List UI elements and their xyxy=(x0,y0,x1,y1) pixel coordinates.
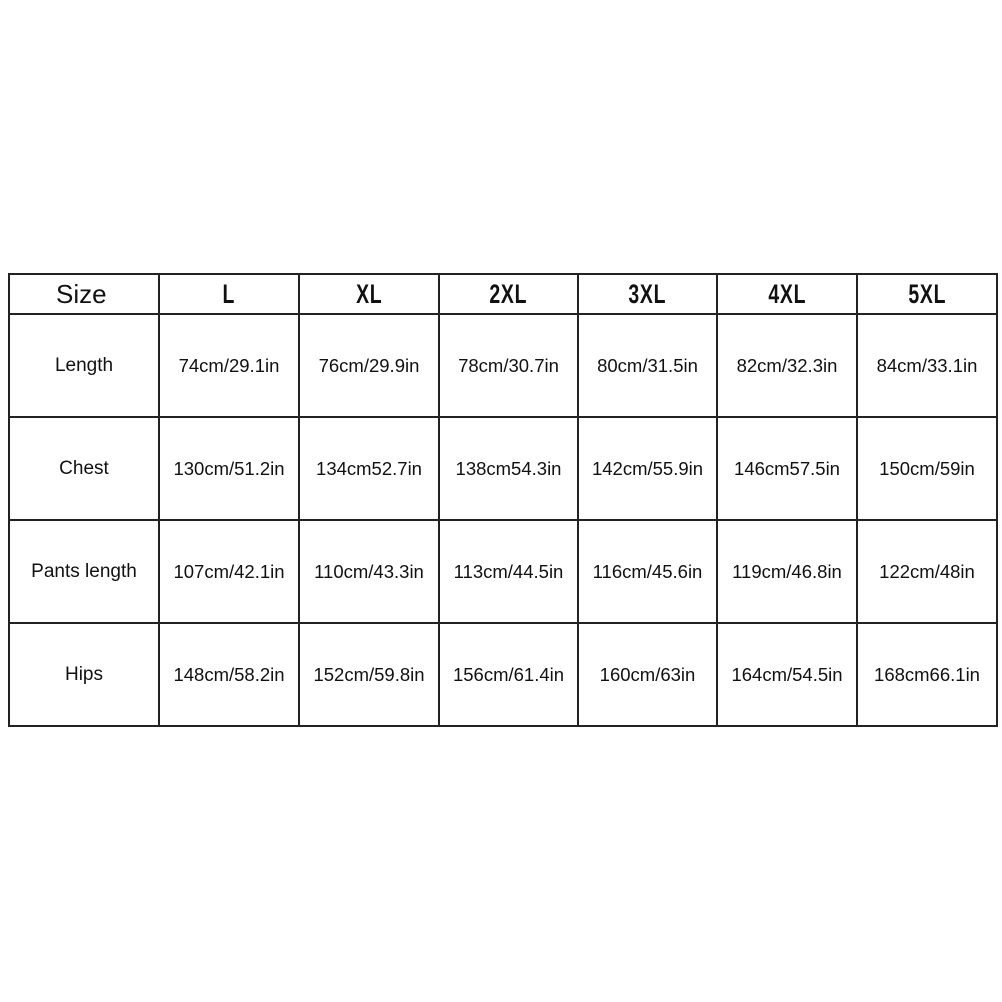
size-header-label: L xyxy=(222,278,236,309)
table-cell: 164cm/54.5in xyxy=(717,623,857,726)
size-header-label: 4XL xyxy=(768,278,806,309)
row-label-length: Length xyxy=(9,314,159,417)
size-header-3xl xyxy=(578,274,717,314)
table-cell: 142cm/55.9in xyxy=(578,417,717,520)
table-cell: 168cm66.1in xyxy=(857,623,997,726)
size-header-xl xyxy=(299,274,439,314)
row-label-pants-length: Pants length xyxy=(9,520,159,623)
table-cell: 76cm/29.9in xyxy=(299,314,439,417)
table-cell: 119cm/46.8in xyxy=(717,520,857,623)
size-header-2xl xyxy=(439,274,578,314)
row-label-hips: Hips xyxy=(9,623,159,726)
table-row-chest xyxy=(9,417,997,520)
size-header-row xyxy=(9,274,997,314)
table-row-hips xyxy=(9,623,997,726)
table-cell: 80cm/31.5in xyxy=(578,314,717,417)
size-header-4xl xyxy=(717,274,857,314)
size-header-l xyxy=(159,274,299,314)
size-header-label: 2XL xyxy=(489,278,528,309)
table-cell: 122cm/48in xyxy=(857,520,997,623)
table-cell: 160cm/63in xyxy=(578,623,717,726)
table-cell: 156cm/61.4in xyxy=(439,623,578,726)
table-row-pants-length xyxy=(9,520,997,623)
table-cell: 148cm/58.2in xyxy=(159,623,299,726)
table-cell: 146cm57.5in xyxy=(717,417,857,520)
table-cell: 113cm/44.5in xyxy=(439,520,578,623)
row-label-chest: Chest xyxy=(9,417,159,520)
table-cell: 138cm54.3in xyxy=(439,417,578,520)
table-cell: 107cm/42.1in xyxy=(159,520,299,623)
size-header-label: 3XL xyxy=(628,278,667,309)
table-cell: 82cm/32.3in xyxy=(717,314,857,417)
size-header-label: XL xyxy=(355,278,383,309)
table-cell: 130cm/51.2in xyxy=(159,417,299,520)
size-header-5xl xyxy=(857,274,997,314)
table-cell: 152cm/59.8in xyxy=(299,623,439,726)
table-cell: 150cm/59in xyxy=(857,417,997,520)
table-cell: 110cm/43.3in xyxy=(299,520,439,623)
table-cell: 134cm52.7in xyxy=(299,417,439,520)
table-row-length xyxy=(9,314,997,417)
size-header-label: 5XL xyxy=(908,278,946,309)
size-corner-label: Size xyxy=(9,274,159,314)
table-cell: 116cm/45.6in xyxy=(578,520,717,623)
table-cell: 78cm/30.7in xyxy=(439,314,578,417)
table-cell: 74cm/29.1in xyxy=(159,314,299,417)
table-cell: 84cm/33.1in xyxy=(857,314,997,417)
size-chart-table xyxy=(8,273,998,727)
